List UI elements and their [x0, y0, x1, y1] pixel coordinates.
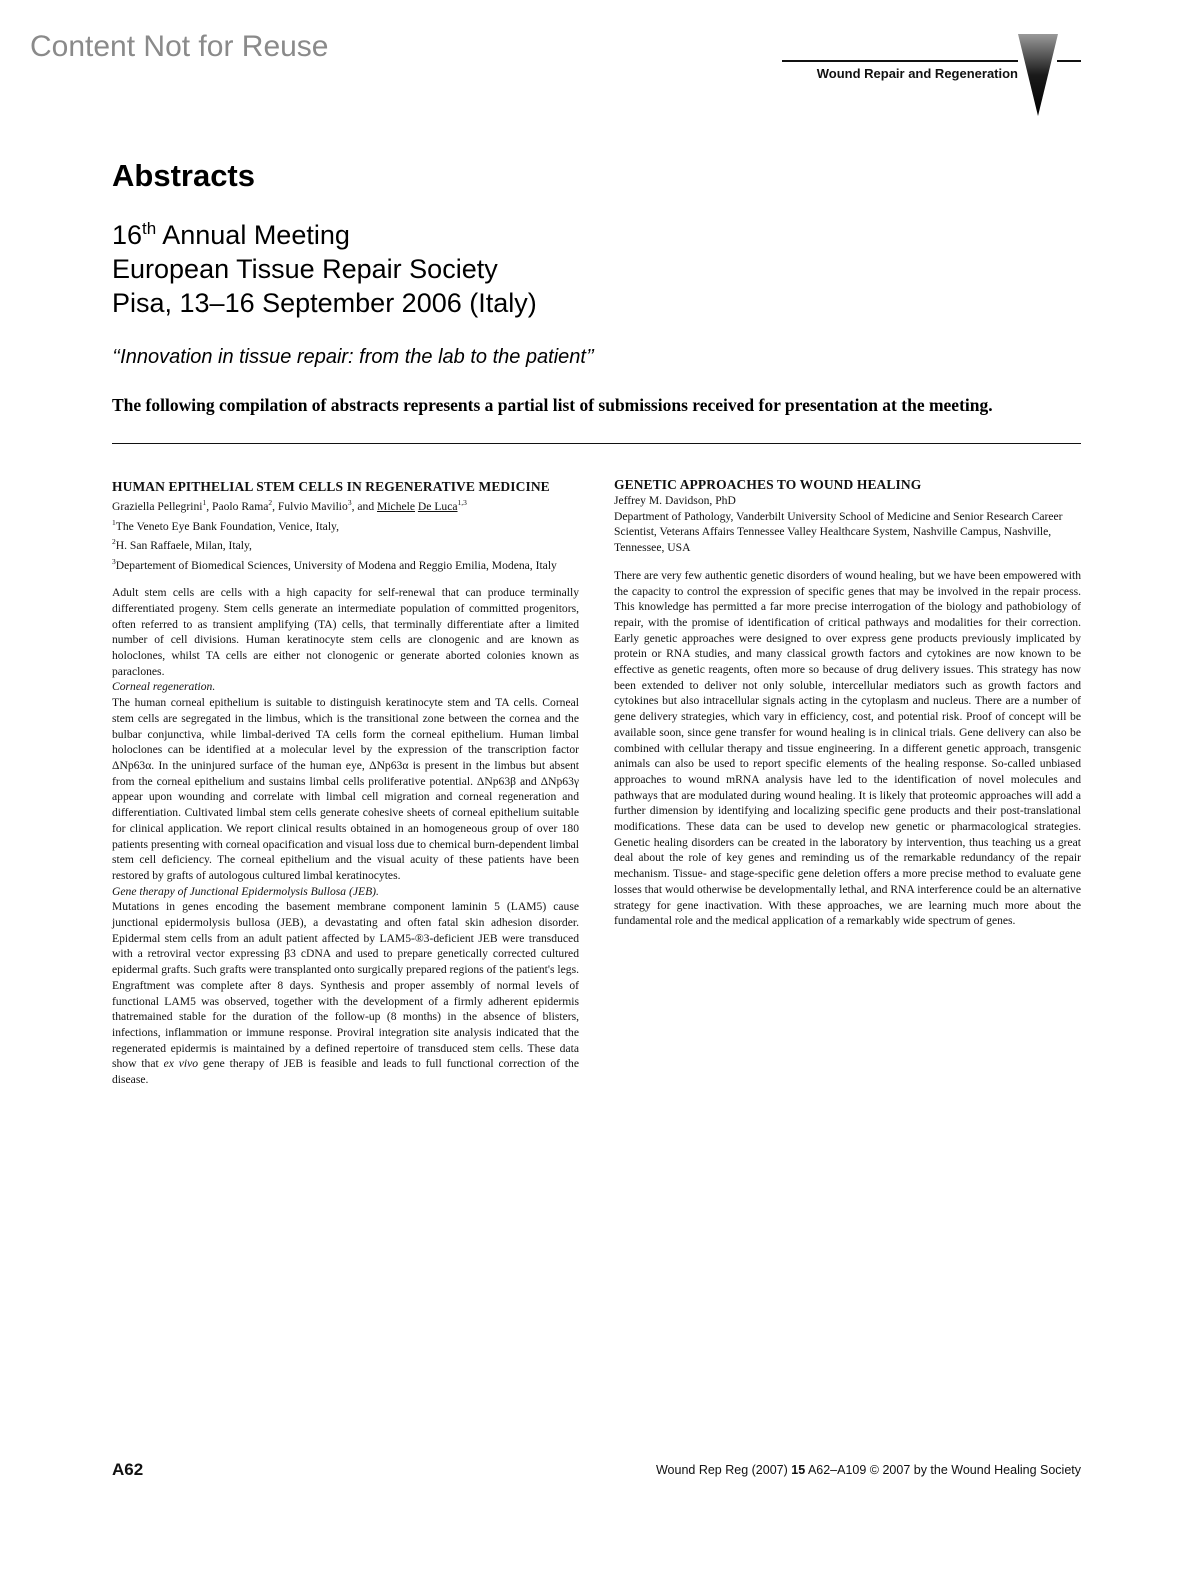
- meeting-sup: th: [142, 219, 157, 238]
- meeting-line: [112, 218, 537, 252]
- paragraph: There are very few authentic genetic disorders of wound healing, but we have been empowered with the capacity to control the expression of specific genes that may be involved in the repair process. This knowledge has permitted a far more precise interrogation of the biology and pathobiology of repair, with the promise of identification of critical pathways and modalities for their correction. Early genetic approaches were designed to over express gene products previously implicated by protein or RNA studies, and many classical growth factors and cytokines are now known to be effective as genetic reagents, often more so because of drug delivery issues. This strategy has now been extended to deliver not only soluble, intercellular mediators such as growth factors and cytokines but also intracellular signals acting in the cytoplasm and nucleus. There are a number of gene delivery strategies, which vary in efficiency, cost, and potential risk. Proof of concept will be available soon, since gene transfer for wound healing is in clinical trials. Gene delivery can also be combined with cellular therapy and tissue engineering. In a different genetic approach, transgenic animals can also be used to report specific elements of the healing response. So-called unbiased approaches to wound mRNA analysis have led to the identification of novel molecules and pathways that are modulated during wound healing. It is likely that proteomic approaches will add a further dimension by identifying and localizing specific gene products and their post-translational modifications. These data can be used to develop new genetic or pharmacological strategies. Genetic healing disorders can be created in the laboratory by intervention, thus teaching us a great deal about the role of key genes and reminding us of the remarkable redundancy of the repair mechanism. Tissue- and stage-specific gene deletion offers a more precise method to evaluate gene losses that would otherwise be developmentally lethal, and RNA interference could be an alternative strategy for gene inactivation. With these approaches, we are learning much more about the fundamental role and the medical application of a remarkably wide spectrum of genes.: [614, 568, 1081, 928]
- meeting-info: [112, 218, 537, 320]
- journal-rule: [782, 60, 1018, 62]
- meeting-motto: ‘‘Innovation in tissue repair: from the lab to the patient’’: [112, 346, 595, 368]
- affiliation: $^2$H. San Raffaele, Milan, Italy,: [112, 537, 252, 552]
- compilation-note: The following compilation of abstracts represents a partial list of submissions received for presentation at the meeting.: [112, 395, 993, 415]
- paragraph: The human corneal epithelium is suitable to distinguish keratinocyte stem and TA cells. Corneal stem cells are segregated in the limbus, which is the transitional zone between the cornea and the bulbar conjunctiva, while limbal-derived TA cells form the corneal epithelium. Human limbal holoclones can be identified at a molecular level by the expression of the transcription factor ΔNp63α. In the uninjured surface of the human eye, ΔNp63α is present in the limbus but absent from the corneal epithelium and sustains limbal cells proliferative potential. ΔNp63β and ΔNp63γ appear upon wounding and correlate with limbal cell migration and corneal regeneration and differentiation. Cultivated limbal stem cells generate cohesive sheets of corneal epithelium suitable for clinical application. We report clinical results obtained in an homogeneous group of over 180 patients presenting with corneal opacification and visual loss due to chemical burn-dependent limbal stem cell deficiency. The corneal epithelium and the visual acuity of these patients have been restored by grafts of autologous cultured limbal keratinocytes.: [112, 696, 579, 882]
- meeting-rest: Annual Meeting: [156, 220, 350, 250]
- abstract-author: Jeffrey M. Davidson, PhD: [614, 494, 736, 507]
- page-title: Abstracts: [112, 158, 255, 193]
- place-date: Pisa, 13–16 September 2006 (Italy): [112, 288, 537, 318]
- affiliation: $^1$The Veneto Eye Bank Foundation, Venice, Italy,: [112, 517, 339, 533]
- journal-logo-triangle: [1018, 34, 1058, 116]
- paragraph: Mutations in genes encoding the basement membrane component laminin 5 (LAM5) cause junctional epidermolysis bullosa (JEB), a devastating and often fatal skin adhesion disorder. Epidermal stem cells from an adult patient affected by LAM5-®3-deficient JEB were transduced with a retroviral vector expressing β3 cDNA and used to prepare genetically corrected cultured epidermal grafts. Such grafts were transplanted onto surgically prepared regions of the patient's legs. Engraftment was complete after 8 days. Synthesis and proper assembly of normal levels of functional LAM5 was observed, together with the development of a firmly adherent epidermis thatremained stable for the duration of the follow-up (8 months) in the absence of blisters, infections, inflammation or immune response. Proviral integration site analysis indicated that the regenerated epidermis is maintained by a defined repertoire of transduced stem cells. These data show that ex vivo gene therapy of JEB is feasible and leads to full functional correction of the disease.: [112, 900, 580, 1087]
- abstract-right: [614, 476, 1081, 929]
- header-rule: [112, 443, 1081, 444]
- abstract-authors: Graziella Pellegrini$^1$, Paolo Rama$^2$, Fulvio Mavilio$^3$, and Michele De Luca$^{1,3}$: [112, 498, 467, 513]
- meeting-number: 16: [112, 220, 143, 250]
- page-number: A62: [112, 1460, 144, 1479]
- society-name: European Tissue Repair Society: [112, 254, 498, 284]
- abstract-body: [112, 585, 579, 1088]
- abstract-body: [614, 568, 1081, 929]
- abstract-title: HUMAN EPITHELIAL STEM CELLS IN REGENERATIVE MEDICINE: [112, 479, 550, 494]
- journal-name: Wound Repair and Regeneration: [816, 66, 1018, 81]
- subheading: Corneal regeneration.: [112, 680, 216, 694]
- affiliation: $^3$Departement of Biomedical Sciences, University of Modena and Reggio Emilia, Modena, Italy: [112, 556, 557, 572]
- subheading: Gene therapy of Junctional Epidermolysis Bullosa (JEB).: [112, 884, 379, 898]
- journal-rule-right: [1057, 60, 1081, 62]
- citation: Wound Rep Reg (2007) 15 A62–A109 © 2007 by the Wound Healing Society: [655, 1463, 1081, 1477]
- paragraph: Adult stem cells are cells with a high capacity for self-renewal that can produce terminally differentiated progeny. Stem cells generate an intermediate population of committed progenitors, often referred to as transient amplifying (TA) cells, that terminally differentiate after a limited number of cell divisions. Human keratinocyte stem cells are clonogenic and are known as holoclones, whilst TA cells are either not clonogenic or generate aborted colonies known as paraclones.: [112, 586, 579, 678]
- abstract-title: GENETIC APPROACHES TO WOUND HEALING: [614, 477, 922, 492]
- abstract-left: [112, 478, 579, 1088]
- affiliation: Department of Pathology, Vanderbilt University School of Medicine and Senior Research Career Scientist, Veterans Affairs Tennessee Valley Healthcare System, Nashville Campus, Nashville, Tennessee, USA: [614, 509, 1063, 555]
- watermark: Content Not for Reuse: [30, 30, 329, 63]
